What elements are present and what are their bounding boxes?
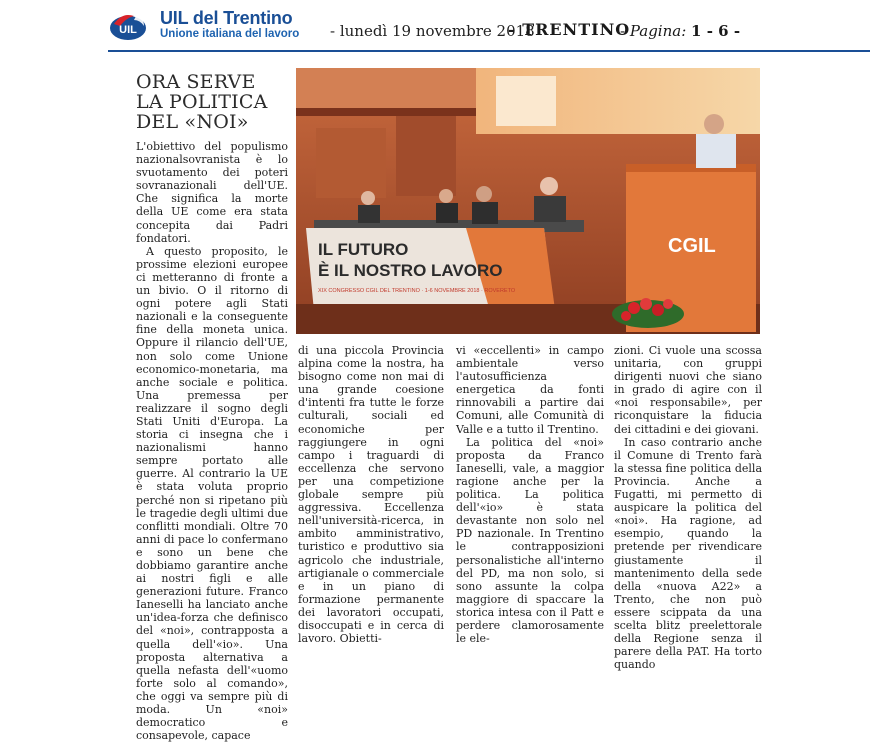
header-rule (108, 50, 870, 52)
paragraph: di una piccola Provincia alpina come la nostra, ha bisogno come non mai di una grande coesione d'intenti fra tutte le forze culturali, sociali ed economiche per raggiungere in ogni campo i traguardi di eccellenza che servono per una competizione globale sempre più aggressiva. Eccellenza nell'università-ricerca, in ambito amministrativo, turistico e produttivo sia agricolo che industriale, artigianale o commerciale e in un piano di formazione permanente dei lavoratori occupati, disoccupati e in cerca di lavoro. Obietti- (298, 344, 444, 646)
banner-line-2: È IL NOSTRO LAVORO (318, 261, 503, 280)
publication-date: - lunedì 19 novembre 2018 (330, 22, 535, 40)
page-label: - Pagina: (620, 22, 687, 40)
article-column-1 (136, 140, 288, 742)
paragraph: zioni. Ci vuole una scossa unitaria, con gruppi dirigenti nuovi che siano in grado di agire con il «noi responsabile», per riconquistare la fiducia dei cittadini e dei giovani. (614, 344, 762, 436)
paragraph: A questo proposito, le prossime elezioni europee ci metteranno di fronte a un bivio. O il ritorno di ogni potere agli Stati nazionali e la conseguente fine della moneta unica. Oppure il rilancio dell'UE, non solo come Unione economico-monetaria, ma anche sociale e politica. Una premessa per realizzare il sogno degli Stati Uniti d'Europa. La storia ci insegna che i nazionalismi hanno sempre portato alle guerre. Al contrario la UE è stata voluta proprio perché non si ripetano più le tragedie degli ultimi due conflitti mondiali. Oltre 70 anni di pace lo confermano e sono un bene che dobbiamo garantire anche ai nostri figli e alle generazioni future. Franco Ianeselli ha lanciato anche un'idea-forza che definisco del «noi», contrapposta a quella dell'«io». Una proposta alternativa a quella nefasta dell'«uomo forte solo al comando», che oggi va sempre più di moda. Un «noi» democratico e consapevole, capace (136, 244, 288, 742)
headline-line: LA POLITICA (136, 91, 268, 113)
article-column-2 (298, 344, 444, 646)
congress-photo (296, 68, 760, 334)
page-header (0, 0, 872, 54)
logo-text: UIL (119, 24, 137, 36)
paragraph: vi «eccellenti» in campo ambientale verso l'autosufficienza energetica da fonti rinnovabili a partire dai Comuni, alle Comunità di Valle e a tutto il Trentino. (456, 344, 604, 436)
paragraph: In caso contrario anche il Comune di Trento farà la stessa fine politica della Provincia. Anche a Fugatti, mi permetto di auspicare la politica del «noi». Ha ragione, ad esempio, quando la pretende per rivendicare giustamente il mantenimento della sede della «nuova A22» a Trento, che non può essere scippata da una scelta blitz preelettorale della Regione senza il parere della PAT. Ha torto quando (614, 435, 762, 672)
article-headline (136, 72, 286, 132)
org-name: UIL del Trentino (160, 8, 293, 28)
page-reference (620, 22, 740, 40)
uil-logo (108, 10, 148, 42)
org-subtitle: Unione italiana del lavoro (160, 28, 300, 40)
article-column-4 (614, 344, 762, 672)
page-number: 1 - 6 - (691, 22, 741, 40)
article-column-3 (456, 344, 604, 646)
paragraph: La politica del «noi» proposta da Franco Ianeselli, vale, a maggior ragione anche per la politica. La politica dell'«io» è stata devastante non solo nel PD nazionale. In Trentino le contrapposizioni personalistiche all'interno del PD, ma non solo, si sono assunte la colpa maggiore di spaccare la storica intesa con il Patt e perdere clamorosamente le ele- (456, 435, 604, 646)
banner-subtitle: XIX CONGRESSO CGIL DEL TRENTINO · 1-6 NOVEMBRE 2018 · ROVERETO (318, 288, 516, 294)
newspaper-name: - TRENTINO (508, 20, 631, 39)
podium-cgil-text: CGIL (668, 235, 716, 257)
headline-line: ORA SERVE (136, 71, 256, 93)
headline-line: DEL «NOI» (136, 111, 249, 133)
banner-line-1: IL FUTURO (318, 240, 409, 259)
paragraph: L'obiettivo del populismo nazionalsovranista è lo svuotamento dei poteri sovranazionali dell'UE. Che significa la morte della UE come era stata concepita dai Padri fondatori. (136, 140, 288, 245)
